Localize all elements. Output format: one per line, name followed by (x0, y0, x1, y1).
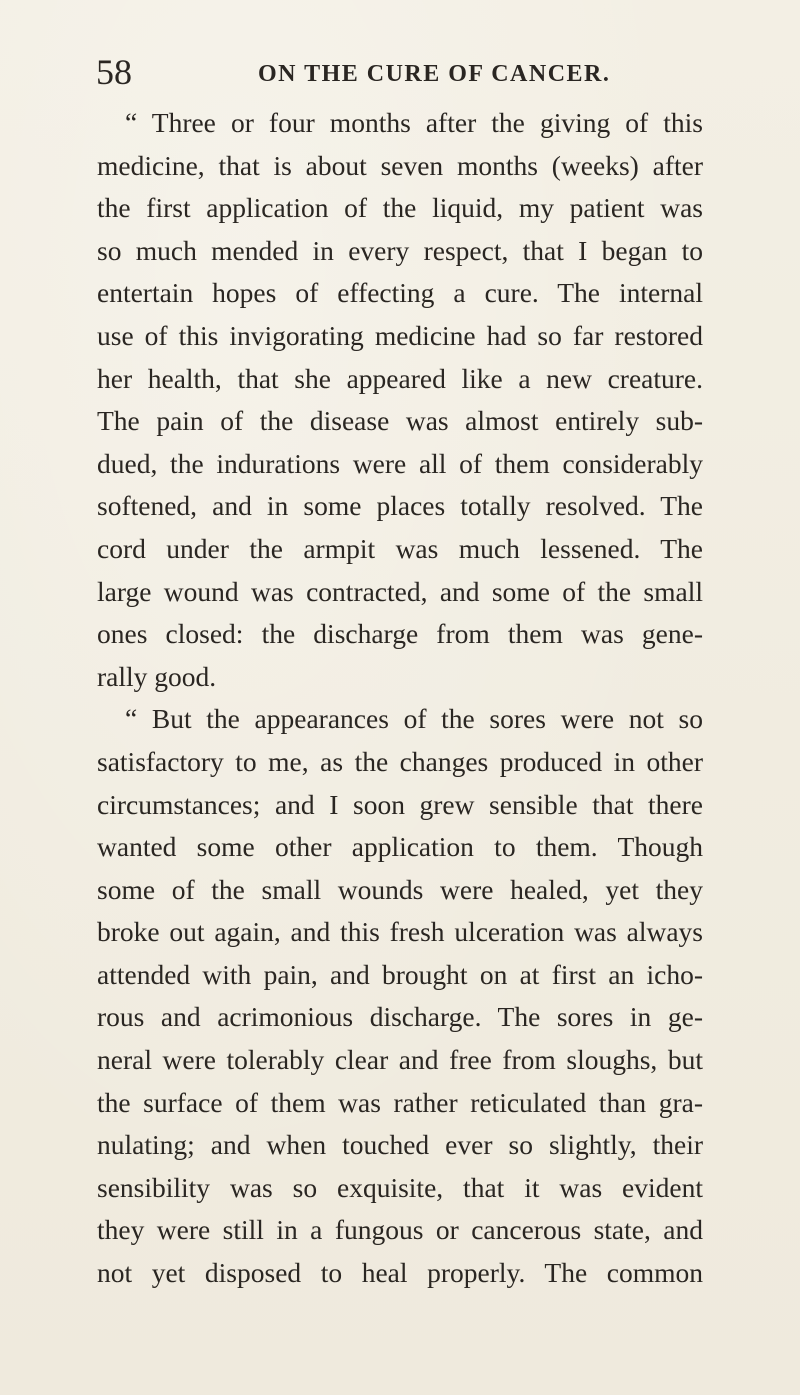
text-line: dued, the indurations were all of them considerably (97, 447, 703, 479)
text-line: cord under the armpit was much lessened. The (97, 532, 703, 564)
running-head: ON THE CURE OF CANCER. (258, 61, 611, 87)
text-line: neral were tolerably clear and free from sloughs, but (97, 1044, 703, 1076)
text-line: they were still in a fungous or cancerous state, and (97, 1214, 703, 1246)
text-line: wanted some other application to them. Though (97, 831, 703, 863)
text-line: “ Three or four months after the giving of this (125, 107, 703, 138)
text-line: some of the small wounds were healed, yet they (97, 873, 703, 905)
page-number: 58 (96, 52, 132, 92)
text-line: satisfactory to me, as the changes produced in other (97, 745, 703, 777)
text-line: the first application of the liquid, my patient was (97, 192, 703, 224)
text-line: use of this invigorating medicine had so far restored (97, 319, 703, 351)
text-line: broke out again, and this fresh ulceration was always (97, 916, 703, 948)
text-line: rally good. (97, 660, 217, 692)
text-line: “ But the appearances of the sores were not so (125, 703, 703, 735)
body-text (97, 102, 703, 1295)
text-line: the surface of them was rather reticulated than gra- (97, 1086, 703, 1118)
text-line: not yet disposed to heal properly. The common (97, 1257, 703, 1289)
text-line: entertain hopes of effecting a cure. The internal (97, 277, 703, 309)
text-line: medicine, that is about seven months (weeks) after (97, 149, 703, 181)
text-line: her health, that she appeared like a new creature. (97, 362, 703, 394)
text-line: so much mended in every respect, that I began to (97, 234, 703, 266)
text-line: attended with pain, and brought on at first an icho- (97, 958, 703, 990)
text-line: The pain of the disease was almost entirely sub- (97, 405, 703, 437)
text-line: ones closed: the discharge from them was gene- (97, 618, 703, 650)
page-header (96, 48, 636, 96)
text-line: large wound was contracted, and some of the small (97, 575, 703, 607)
text-line: softened, and in some places totally resolved. The (97, 490, 703, 522)
text-line: nulating; and when touched ever so slightly, their (97, 1129, 703, 1161)
text-line: sensibility was so exquisite, that it was evident (97, 1171, 703, 1203)
text-line: rous and acrimonious discharge. The sores in ge- (97, 1001, 703, 1033)
text-line: circumstances; and I soon grew sensible that there (97, 788, 703, 820)
